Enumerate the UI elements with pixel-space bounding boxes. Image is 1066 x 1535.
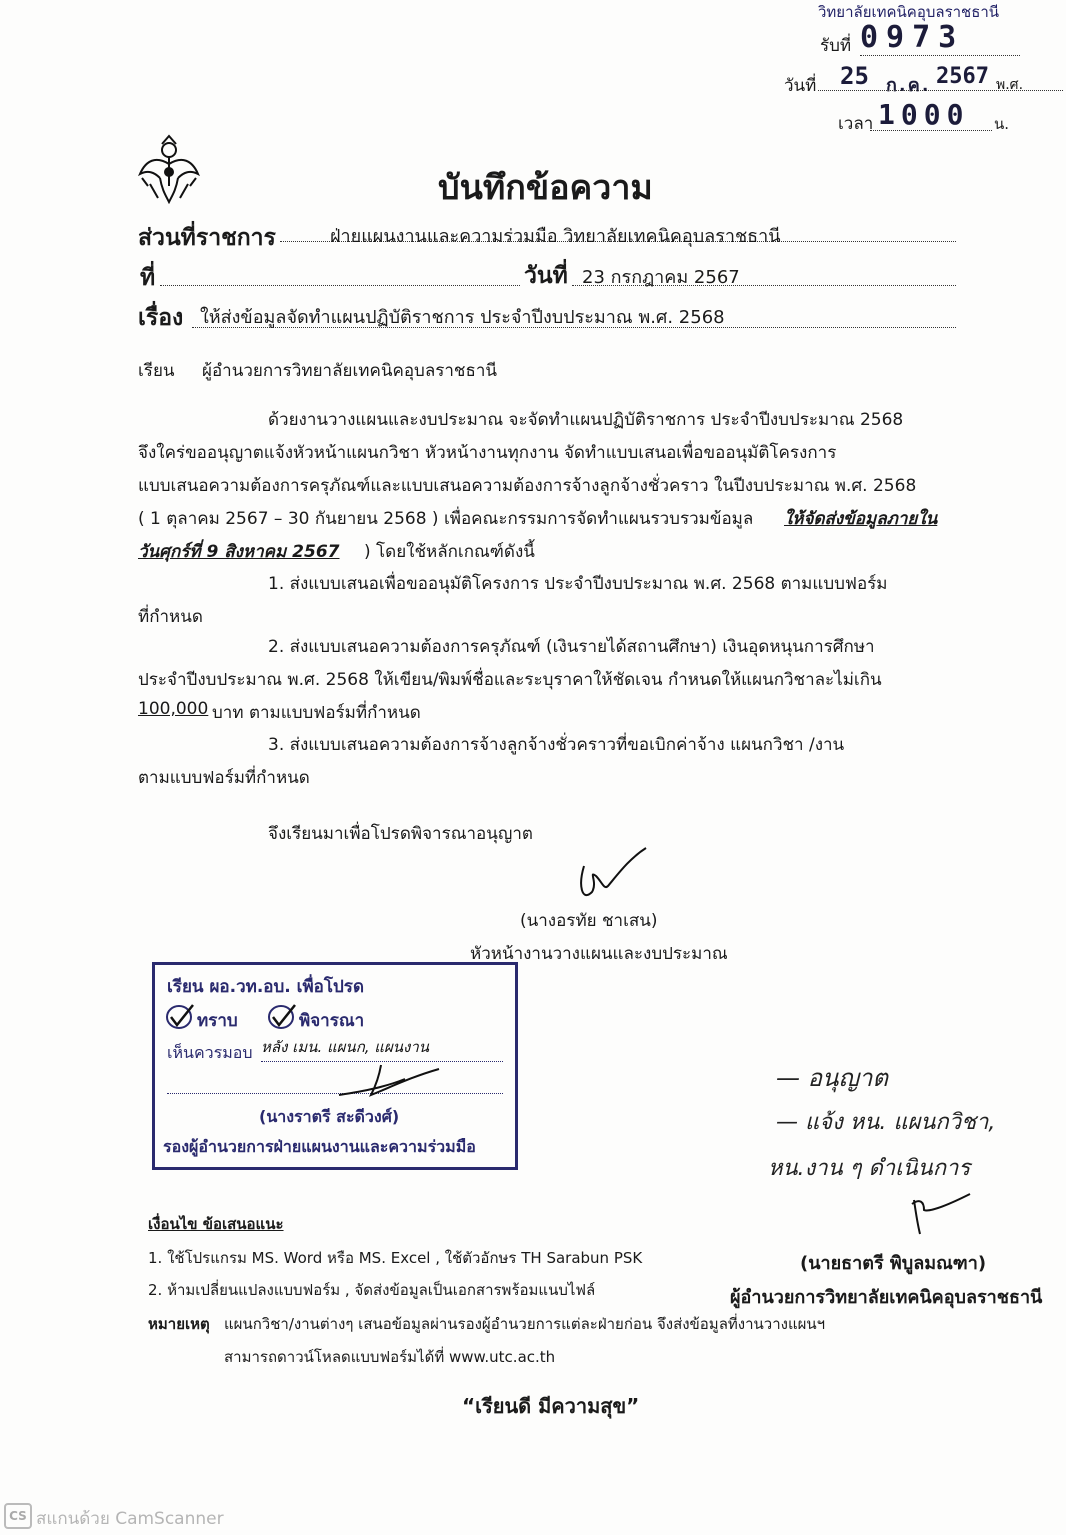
signer-1-position: หัวหน้างานวางแผนและงบประมาณ <box>470 944 728 964</box>
condition-1: 1. ใช้โปรแกรม MS. Word หรือ MS. Excel , ใช้ตัวอักษร TH Sarabun PSK <box>148 1249 643 1267</box>
receive-stamp-date-day: 25 <box>840 62 869 90</box>
deadline-text-a: ให้จัดส่งข้อมูลภายใน <box>784 509 938 529</box>
date-label: วันที่ <box>524 263 568 289</box>
camscanner-logo-icon: CS <box>4 1503 32 1529</box>
receive-stamp-year-suffix: พ.ศ. <box>996 77 1024 93</box>
dept-label: ส่วนที่ราชการ <box>138 225 276 251</box>
to-label: เรียน <box>138 361 175 381</box>
receive-stamp-date-year: 2567 <box>936 64 989 89</box>
approval-stamp-position: รองผู้อำนวยการฝ่ายแผนงานและความร่วมมือ <box>163 1137 476 1156</box>
subject-value: ให้ส่งข้อมูลจัดทำแผนปฏิบัติราชการ ประจำปีงบประมาณ พ.ศ. 2568 <box>200 307 725 328</box>
body-line-2: จึงใคร่ขออนุญาตแจ้งหัวหน้าแผนกวิชา หัวหน้างานทุกงาน จัดทำแบบเสนอเพื่อขออนุมัติโครงการ <box>138 443 837 463</box>
ref-line <box>160 284 520 286</box>
date-value: 23 กรกฎาคม 2567 <box>582 267 740 288</box>
body-line-5-tail: ) โดยใช้หลักเกณฑ์ดังนี้ <box>364 542 535 562</box>
body-line-1: ด้วยงานวางแผนและงบประมาณ จะจัดทำแผนปฏิบัติราชการ ประจำปีงบประมาณ 2568 <box>268 410 904 430</box>
signer-2-position: ผู้อำนวยการวิทยาลัยเทคนิคอุบลราชธานี <box>730 1287 1043 1308</box>
item-3-line-2: ตามแบบฟอร์มที่กำหนด <box>138 768 310 788</box>
receive-stamp-date-month: ก.ค. <box>886 75 931 96</box>
receive-stamp-org: วิทยาลัยเทคนิคอุบลราชธานี <box>818 3 1000 21</box>
download-text: สามารถดาวน์โหลดแบบฟอร์มได้ที่ www.utc.ac.th <box>224 1348 556 1366</box>
director-note-line-2: — แจ้ง หน. แผนกวิชา, <box>776 1110 996 1135</box>
page-title: บันทึกข้อความ <box>438 168 653 208</box>
item-2-line-3: บาท ตามแบบฟอร์มที่กำหนด <box>212 703 421 723</box>
deadline-text-b: วันศุกร์ที่ 9 สิงหาคม 2567 <box>138 542 340 562</box>
receive-stamp-time-value: 1000 <box>878 98 970 131</box>
item-3-line-1: 3. ส่งแบบเสนอความต้องการจ้างลูกจ้างชั่วคราวที่ขอเบิกค่าจ้าง แผนกวิชา /งาน <box>268 735 845 755</box>
receive-stamp-number-label: รับที่ <box>820 36 852 56</box>
subject-label: เรื่อง <box>138 305 184 331</box>
ref-label: ที่ <box>140 265 156 291</box>
dept-value: ฝ่ายแผนงานและความร่วมมือ วิทยาลัยเทคนิคอุบลราชธานี <box>330 226 781 247</box>
to-value: ผู้อำนวยการวิทยาลัยเทคนิคอุบลราชธานี <box>202 361 498 381</box>
assign-handwriting: หลัง เมน. แผนก, แผนงาน <box>261 1038 430 1056</box>
body-line-4: ( 1 ตุลาคม 2567 – 30 กันยายน 2568 ) เพื่อคณะกรรมการจัดทำแผนรวบรวมข้อมูล <box>138 509 754 529</box>
approval-stamp-line-1: เรียน ผอ.วท.อบ. เพื่อโปรด <box>167 977 364 997</box>
item-2-line-2: ประจำปีงบประมาณ พ.ศ. 2568 ให้เขียน/พิมพ์ชื่อและระบุราคาให้ชัดเจน กำหนดให้แผนกวิชาละไม่เกิน <box>138 670 882 690</box>
approval-stamp-name: (นางราตรี สะดีวงศ์) <box>259 1107 400 1126</box>
condition-2: 2. ห้ามเปลี่ยนแปลงแบบฟอร์ม , จัดส่งข้อมูลเป็นเอกสารพร้อมแนบไฟล์ <box>148 1281 596 1299</box>
director-note-line-3: หน.งาน ๆ ดำเนินการ <box>768 1156 971 1181</box>
consider-check-icon <box>267 1003 297 1031</box>
item-2-line-1: 2. ส่งแบบเสนอความต้องการครุภัณฑ์ (เงินรายได้สถานศึกษา) เงินอุดหนุนการศึกษา <box>268 637 875 657</box>
assign-label: เห็นควรมอบ <box>167 1043 253 1062</box>
garuda-emblem-icon <box>138 134 200 204</box>
item-1-line-2: ที่กำหนด <box>138 607 203 627</box>
ack-label: ทราบ <box>197 1011 238 1031</box>
conditions-heading: เงื่อนไข ข้อเสนอแนะ <box>148 1215 284 1233</box>
closing-text: จึงเรียนมาเพื่อโปรดพิจารณาอนุญาต <box>268 824 533 844</box>
receive-stamp-date-label: วันที่ <box>784 76 817 96</box>
ack-check-icon <box>165 1003 195 1031</box>
signer-2-name: (นายธาตรี พิบูลมณฑา) <box>800 1253 987 1274</box>
receive-stamp-date-line <box>818 90 1063 91</box>
receive-stamp-time-suffix: น. <box>994 115 1010 133</box>
approval-stamp <box>152 962 518 1170</box>
item-1-line-1: 1. ส่งแบบเสนอเพื่อขออนุมัติโครงการ ประจำปีงบประมาณ พ.ศ. 2568 ตามแบบฟอร์ม <box>268 574 888 594</box>
signature-1-icon <box>574 846 654 906</box>
note-text: แผนกวิชา/งานต่างๆ เสนอข้อมูลผ่านรองผู้อำนวยการแต่ละฝ่ายก่อน จึงส่งข้อมูลที่งานวางแผนฯ <box>224 1315 826 1333</box>
motto: “เรียนดี มีความสุข” <box>462 1394 640 1418</box>
consider-label: พิจารณา <box>299 1011 365 1031</box>
receive-stamp-number: 0973 <box>860 20 1020 56</box>
item-2-amount: 100,000 <box>138 699 209 719</box>
camscanner-watermark: สแกนด้วย CamScanner <box>36 1509 224 1529</box>
signer-1-name: (นางอรทัย ชาเสน) <box>520 911 658 931</box>
receive-stamp-time-line <box>870 130 992 131</box>
note-label: หมายเหตุ <box>148 1315 210 1333</box>
receive-stamp-time-label: เวลา <box>838 114 874 134</box>
signature-3-icon <box>908 1190 978 1240</box>
signature-2-icon <box>335 1061 445 1101</box>
director-note-line-1: — อนุญาต <box>776 1064 888 1092</box>
body-line-3: แบบเสนอความต้องการครุภัณฑ์และแบบเสนอความต้องการจ้างลูกจ้างชั่วคราว ในปีงบประมาณ พ.ศ. 2568 <box>138 476 917 496</box>
